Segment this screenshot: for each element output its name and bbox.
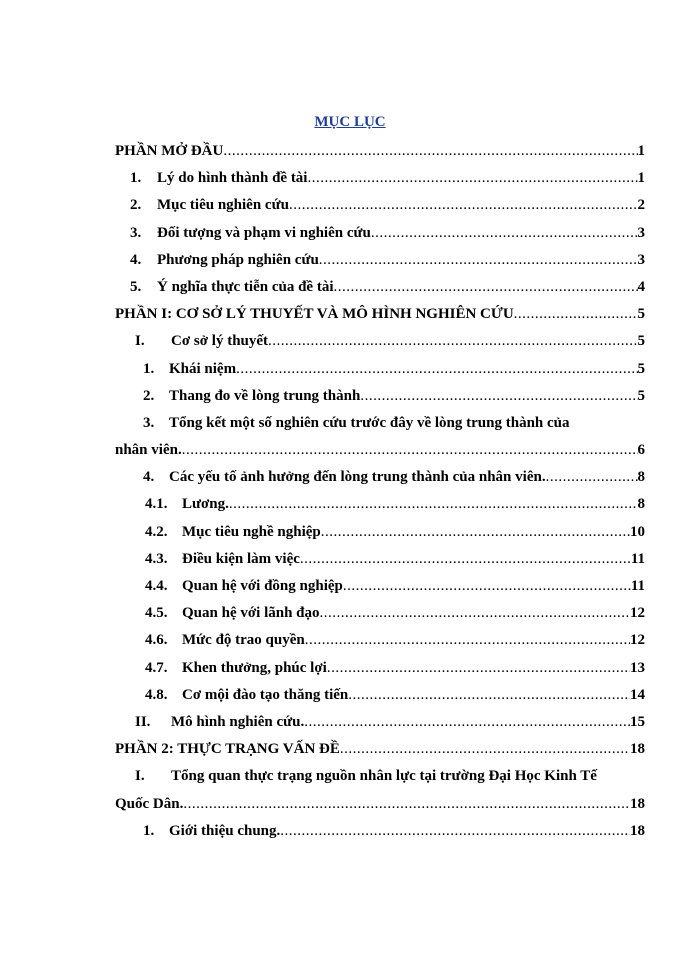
dot-leader [321, 519, 630, 546]
toc-entry-page: 5 [637, 387, 645, 404]
toc-entry-page: 11 [630, 550, 645, 567]
toc-entry-page: 18 [630, 795, 645, 812]
dot-leader [300, 546, 631, 573]
toc-entry-page: 5 [637, 333, 645, 350]
toc-entry-page: 12 [630, 605, 645, 622]
toc-entry[interactable] [115, 682, 645, 709]
dot-leader [307, 165, 637, 192]
toc-entry-page: 5 [637, 306, 645, 323]
toc-entry[interactable] [115, 627, 645, 654]
toc-entry-number: 4.2. [145, 523, 168, 540]
toc-entry[interactable] [115, 247, 645, 274]
toc-entry-page: 2 [637, 197, 645, 214]
toc-entry-label: Cơ mội đào tạo thăng tiến [182, 686, 349, 703]
toc-entry-page: 18 [630, 822, 645, 839]
toc-entry-label: Tổng quan thực trạng nguồn nhân lực tại trường Đại Học Kinh Tế [171, 768, 597, 785]
toc-entry-number: 4.4. [145, 578, 168, 594]
toc-entry-number: 4.6. [145, 632, 168, 649]
toc-entry-part-1[interactable] [115, 301, 645, 328]
toc-entry-page: 3 [637, 224, 645, 241]
toc-entry[interactable] [115, 519, 645, 546]
toc-entry-number: 4.1. [145, 496, 168, 513]
dot-leader [348, 682, 630, 709]
toc-entry-page: 14 [630, 686, 645, 703]
toc-entry-label: Mức độ trao quyền [182, 632, 305, 649]
toc-entry-label: Tổng kết một số nghiên cứu trước đây về lòng trung thành của [169, 414, 570, 431]
toc-entry[interactable] [115, 464, 645, 491]
table-of-contents [115, 138, 645, 845]
toc-entry[interactable] [115, 192, 645, 219]
toc-entry[interactable] [115, 818, 645, 845]
toc-entry-page: 6 [637, 442, 645, 459]
toc-entry-label: Ý nghĩa thực tiễn của đề tài [157, 278, 334, 295]
toc-entry-page: 10 [630, 523, 645, 540]
toc-entry-label: Cơ sở lý thuyết [171, 333, 269, 350]
toc-entry-number: 5. [130, 278, 142, 295]
toc-entry-label: PHẦN I: CƠ SỞ LÝ THUYẾT VÀ MÔ HÌNH NGHIÊN CỨU [115, 306, 514, 323]
toc-entry-number: 4. [130, 251, 142, 268]
toc-entry-label: Quan hệ với lãnh đạo [182, 605, 320, 622]
toc-entry-number: 1. [143, 360, 155, 377]
toc-entry-number: 2. [143, 387, 155, 404]
toc-entry-multiline[interactable] [115, 410, 645, 464]
toc-entry-label-continued: nhân viên. [115, 442, 182, 459]
dot-leader [327, 655, 630, 682]
toc-entry[interactable] [115, 655, 645, 682]
toc-entry-page: 13 [630, 659, 645, 676]
dot-leader [223, 138, 637, 165]
dot-leader [236, 356, 637, 383]
toc-entry-number: 1. [130, 170, 142, 187]
toc-entry-label: Khái niệm [169, 360, 237, 377]
toc-entry-page: 11 [630, 578, 645, 594]
toc-entry-number: 4.7. [145, 659, 168, 676]
toc-entry-label: Mục tiêu nghề nghiệp [182, 523, 321, 540]
toc-entry-part-2[interactable] [115, 736, 645, 763]
toc-entry-label: Đối tượng và phạm vi nghiên cứu [157, 224, 371, 241]
toc-entry-label-continued: Quốc Dân. [115, 795, 184, 812]
dot-leader [371, 220, 638, 247]
dot-leader [514, 301, 638, 328]
toc-entry-page: 3 [637, 251, 645, 268]
dot-leader [305, 627, 630, 654]
dot-leader [334, 274, 638, 301]
toc-entry[interactable] [115, 356, 645, 383]
toc-entry-page: 8 [637, 496, 645, 513]
toc-entry-multiline[interactable] [115, 763, 645, 817]
toc-entry-page: 12 [630, 632, 645, 649]
toc-entry-page: 8 [637, 469, 645, 486]
toc-entry-label: Khen thưởng, phúc lợi [182, 659, 327, 676]
toc-entry-number: II. [135, 713, 151, 730]
toc-entry-page: 1 [637, 143, 645, 159]
toc-entry-number: I. [135, 333, 145, 350]
toc-entry-label: Điều kiện làm việc [182, 550, 300, 567]
toc-entry[interactable] [115, 220, 645, 247]
toc-entry-label: Mục tiêu nghiên cứu [157, 197, 289, 214]
dot-leader [182, 437, 638, 464]
toc-entry-label: Phương pháp nghiên cứu [157, 251, 319, 268]
toc-entry-second-line [115, 437, 645, 464]
dot-leader [304, 709, 630, 736]
toc-entry[interactable] [115, 600, 645, 627]
dot-leader [280, 818, 630, 845]
toc-entry-label: Quan hệ với đồng nghiệp [182, 578, 343, 594]
toc-entry-number: 4.8. [145, 686, 168, 703]
toc-entry-page: 1 [637, 170, 645, 187]
dot-leader [229, 491, 638, 518]
toc-entry[interactable] [115, 274, 645, 301]
toc-entry-number: 3. [143, 414, 155, 431]
toc-entry[interactable] [115, 491, 645, 518]
toc-entry[interactable] [115, 383, 645, 410]
toc-entry-section[interactable] [115, 709, 645, 736]
toc-entry-label: Lương. [182, 496, 229, 513]
dot-leader [268, 328, 637, 355]
toc-entry-second-line [115, 791, 645, 818]
toc-entry-label: PHẦN 2: THỰC TRẠNG VẤN ĐỀ [115, 741, 340, 758]
toc-entry-part-intro[interactable] [115, 138, 645, 165]
toc-entry-label: Lý do hình thành đề tài [157, 170, 308, 187]
toc-title: MỤC LỤC [314, 114, 386, 130]
toc-entry-page: 5 [637, 360, 645, 377]
toc-entry[interactable] [115, 165, 645, 192]
toc-entry-page: 4 [637, 278, 645, 295]
toc-entry-section[interactable] [115, 328, 645, 355]
toc-entry-number: 1. [143, 822, 155, 839]
toc-entry-number: 3. [130, 224, 142, 241]
dot-leader [320, 600, 630, 627]
toc-entry-number: 4.3. [145, 550, 168, 567]
toc-entry-number: 4.5. [145, 605, 168, 622]
dot-leader [360, 383, 637, 410]
toc-entry-label: Mô hình nghiên cứu. [171, 713, 305, 730]
toc-entry-first-line [115, 763, 645, 790]
toc-entry[interactable] [115, 546, 645, 573]
dot-leader [546, 464, 638, 491]
toc-entry-number: 2. [130, 197, 142, 214]
toc-entry[interactable] [115, 573, 645, 600]
toc-entry-number: I. [135, 768, 145, 785]
dot-leader [289, 192, 638, 219]
toc-entry-label: PHẦN MỞ ĐẦU [115, 143, 224, 159]
dot-leader [340, 736, 630, 763]
toc-entry-label: Các yếu tố ảnh hưởng đến lòng trung thành của nhân viên. [169, 469, 546, 486]
toc-entry-number: 4. [143, 469, 155, 486]
toc-entry-label: Thang đo về lòng trung thành [169, 387, 361, 404]
dot-leader [183, 791, 630, 818]
toc-entry-page: 18 [630, 741, 645, 758]
dot-leader [319, 247, 638, 274]
toc-entry-first-line [115, 410, 645, 437]
toc-entry-page: 15 [630, 713, 645, 730]
dot-leader [343, 573, 631, 600]
toc-entry-label: Giới thiệu chung. [169, 822, 281, 839]
